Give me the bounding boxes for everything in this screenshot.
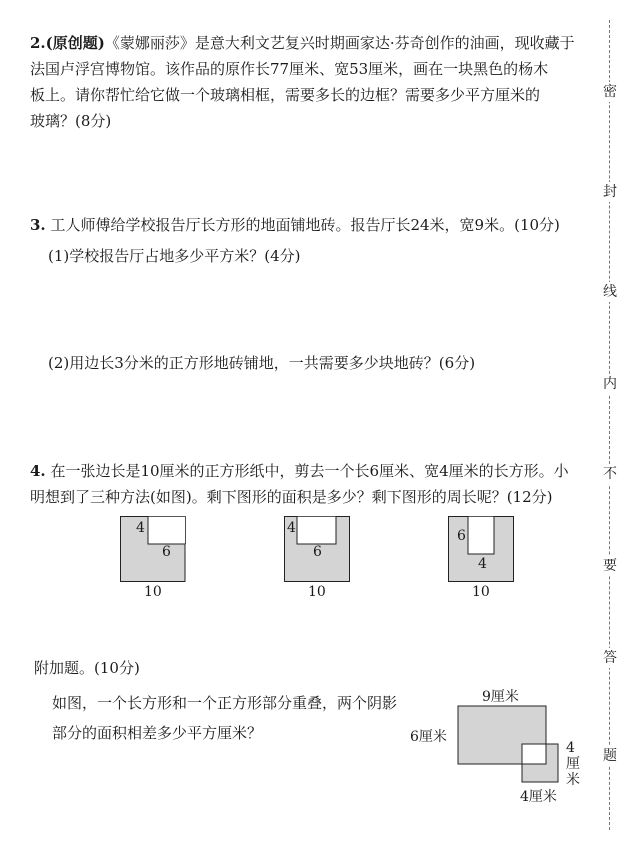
label-width: 4 bbox=[136, 520, 145, 536]
question-3-part-2: (2)用边长3分米的正方形地砖铺地，一共需要多少块地砖？(6分) bbox=[48, 354, 476, 372]
question-tag: (原创题) bbox=[45, 34, 105, 52]
seal-margin bbox=[595, 20, 625, 830]
question-text: 板上。请你帮忙给它做一个玻璃相框，需要多长的边框？需要多少平方厘米的 bbox=[30, 86, 541, 104]
question-2 bbox=[30, 30, 590, 134]
seal-char: 不 bbox=[599, 464, 621, 484]
bonus-title: 附加题。(10分) bbox=[34, 659, 140, 677]
label-width: 4 bbox=[287, 520, 296, 536]
seal-char: 内 bbox=[599, 374, 621, 394]
question-number: 3. bbox=[30, 216, 46, 234]
question-number: 2. bbox=[30, 34, 46, 52]
question-4 bbox=[30, 458, 590, 510]
seal-char: 题 bbox=[599, 746, 621, 766]
label-left: 6厘米 bbox=[410, 729, 447, 745]
label-length: 6 bbox=[457, 528, 466, 544]
label-side: 10 bbox=[472, 584, 490, 600]
seal-char: 要 bbox=[599, 556, 621, 576]
seal-dashed-line bbox=[609, 20, 610, 830]
bonus-figure bbox=[400, 682, 590, 807]
question-text: 工人师傅给学校报告厅长方形的地面铺地砖。报告厅长24米，宽9米。(10分) bbox=[50, 216, 560, 234]
figure-shape bbox=[120, 516, 190, 582]
bonus-text bbox=[52, 688, 412, 748]
question-3 bbox=[30, 212, 590, 238]
label-side: 10 bbox=[308, 584, 326, 600]
question-text: 在一张边长是10厘米的正方形纸中，剪去一个长6厘米、宽4厘米的长方形。小 bbox=[50, 462, 569, 480]
seal-char: 线 bbox=[599, 282, 621, 302]
label-bottom: 4厘米 bbox=[520, 789, 557, 805]
question-text: 《蒙娜丽莎》是意大利文艺复兴时期画家达·芬奇创作的油画，现收藏于 bbox=[104, 34, 575, 52]
question-3-part-1: (1)学校报告厅占地多少平方米？(4分) bbox=[48, 247, 301, 265]
label-width: 4 bbox=[478, 556, 487, 572]
question-number: 4. bbox=[30, 462, 46, 480]
question-text: 玻璃？(8分) bbox=[30, 112, 112, 130]
question-text: 部分的面积相差多少平方厘米？ bbox=[52, 724, 263, 742]
seal-char: 密 bbox=[599, 82, 621, 102]
figure-method-2 bbox=[284, 516, 354, 600]
question-text: 明想到了三种方法(如图)。剩下图形的面积是多少？剩下图形的周长呢？(12分) bbox=[30, 488, 553, 506]
figure-shape bbox=[448, 516, 518, 582]
label-right: 4厘米 bbox=[566, 740, 580, 788]
seal-char: 封 bbox=[599, 182, 621, 202]
figure-method-1 bbox=[120, 516, 190, 600]
question-text: 法国卢浮宫博物馆。该作品的原作长77厘米、宽53厘米，画在一块黑色的杨木 bbox=[30, 60, 549, 78]
label-side: 10 bbox=[144, 584, 162, 600]
figure-method-3 bbox=[448, 516, 518, 600]
label-length: 6 bbox=[313, 544, 322, 560]
question-text: 如图，一个长方形和一个正方形部分重叠，两个阴影 bbox=[52, 694, 398, 712]
label-top: 9厘米 bbox=[482, 689, 519, 705]
bonus-question bbox=[34, 655, 594, 681]
seal-char: 答 bbox=[599, 648, 621, 668]
label-length: 6 bbox=[162, 544, 171, 560]
